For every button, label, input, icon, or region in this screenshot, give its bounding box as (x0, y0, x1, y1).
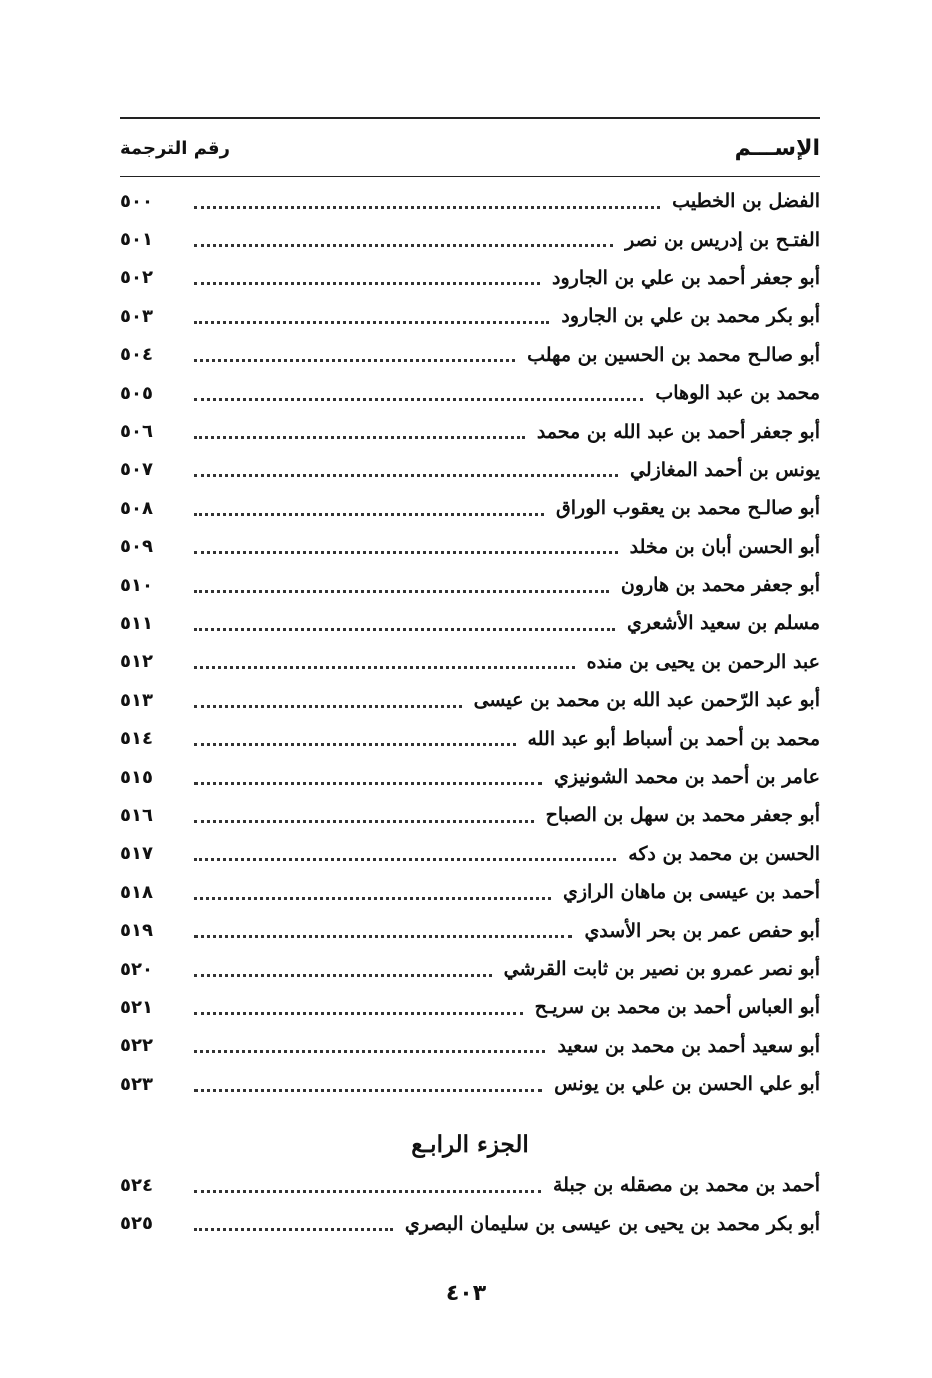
dot-leader (194, 858, 616, 861)
entry-number: ٥٢٠ (120, 958, 153, 980)
entry-name: أبو جعفر أحمد بن علي بن الجارود (552, 266, 820, 289)
index-entry-row (120, 566, 820, 604)
entry-name: أبو صالـح محمد بن الحسين بن مهلب (527, 343, 820, 366)
dot-leader (194, 206, 660, 209)
entry-number: ٥٢٥ (120, 1213, 153, 1235)
entry-number: ٥١١ (120, 612, 153, 634)
index-entry-row (120, 412, 820, 450)
dot-leader (194, 820, 534, 823)
table-header (120, 128, 820, 168)
entry-name: محمد بن عبد الوهاب (655, 382, 820, 405)
dot-leader (194, 782, 542, 785)
entry-name: أبو الحسن أبان بن مخلد (629, 535, 820, 558)
dot-leader (194, 590, 609, 593)
dot-leader (194, 1190, 541, 1193)
index-entry-row (120, 796, 820, 834)
entry-number: ٥٠٢ (120, 267, 153, 289)
entry-name: يونس بن أحمد المغازلي (630, 458, 820, 481)
entry-name: أبو سعيد أحمد بن محمد بن سعيد (557, 1034, 820, 1057)
dot-leader (194, 935, 572, 938)
entry-name: أبو عبد الرّحمن عبد الله بن محمد بن عيسى (473, 689, 820, 712)
dot-leader (194, 743, 516, 746)
index-entry-row (120, 297, 820, 335)
entry-name: أبو جعفر محمد بن هارون (620, 574, 820, 597)
entry-number: ٥٠٤ (120, 344, 153, 366)
entry-name: أبو صالـح محمد بن يعقوب الوراق (556, 497, 820, 520)
entry-name: الفتـح بن إدريس بن نصر (625, 228, 820, 251)
entry-number: ٥٠٦ (120, 421, 153, 443)
dot-leader (194, 282, 540, 285)
index-entry-row (120, 489, 820, 527)
entry-number: ٥١٨ (120, 881, 153, 903)
entry-number: ٥١٢ (120, 651, 153, 673)
index-entry-row (120, 758, 820, 796)
index-entry-row (120, 451, 820, 489)
entry-name: أبو نصر عمرو بن نصير بن ثابت القرشي (503, 958, 820, 980)
index-entry-row (120, 1027, 820, 1065)
entries-list (120, 182, 820, 1103)
dot-leader (194, 897, 551, 900)
number-column-heading: رقم الترجمة (120, 137, 230, 159)
index-entry-row (120, 988, 820, 1026)
index-entry-row (120, 259, 820, 297)
dot-leader (194, 1228, 393, 1231)
entry-name: أبو جعفر محمد بن سهل بن الصباح (545, 804, 820, 827)
index-entry-row (120, 950, 820, 988)
entry-number: ٥٠٨ (120, 497, 153, 519)
dot-leader (194, 1050, 545, 1053)
entry-name: أبو علي الحسن بن علي بن يونس (554, 1073, 820, 1096)
entry-number: ٥١٩ (120, 920, 153, 942)
dot-leader (194, 974, 492, 977)
index-entry-row (120, 911, 820, 949)
entry-number: ٥٢٣ (120, 1073, 153, 1095)
index-entry-row (120, 1065, 820, 1103)
dot-leader (194, 551, 618, 554)
dot-leader (194, 705, 462, 708)
section-entries-list (120, 1166, 820, 1243)
dot-leader (194, 474, 618, 477)
entry-number: ٥١٠ (120, 574, 153, 596)
entry-number: ٥١٦ (120, 804, 153, 826)
entry-name: أحمد بن محمد بن مصقله بن جبلة (552, 1174, 820, 1197)
entry-number: ٥١٧ (120, 843, 153, 865)
entry-name: أحمد بن عيسى بن ماهان الرازي (562, 881, 820, 904)
dot-leader (194, 436, 525, 439)
entry-number: ٥٠٩ (120, 536, 153, 558)
entry-number: ٥٠٠ (120, 190, 153, 212)
entry-number: ٥٢١ (120, 996, 153, 1018)
dot-leader (194, 1089, 542, 1092)
entry-number: ٥٠١ (120, 229, 153, 251)
index-entry-row (120, 220, 820, 258)
header-top-rule (120, 117, 820, 119)
entry-name: الحسن بن محمد بن دكه (628, 842, 820, 865)
entry-number: ٥٠٣ (120, 305, 153, 327)
entry-number: ٥٢٢ (120, 1035, 153, 1057)
entry-name: مسلم بن سعيد الأشعري (626, 612, 820, 635)
dot-leader (194, 359, 515, 362)
index-entry-row (120, 1166, 820, 1204)
dot-leader (194, 321, 549, 324)
entry-name: عامر بن أحمد بن محمد الشونيزي (554, 766, 820, 789)
index-entry-row (120, 1204, 820, 1242)
page-number: ٤٠٣ (445, 1281, 487, 1306)
index-entry-row (120, 182, 820, 220)
index-entry-row (120, 336, 820, 374)
entry-name: محمد بن أحمد بن أسباط أبو عبد الله (527, 727, 820, 750)
entry-number: ٥١٤ (120, 728, 153, 750)
index-entry-row (120, 681, 820, 719)
dot-leader (194, 1012, 523, 1015)
dot-leader (194, 666, 575, 669)
header-bottom-rule (120, 176, 820, 177)
index-entry-row (120, 719, 820, 757)
index-entry-row (120, 835, 820, 873)
dot-leader (194, 513, 544, 516)
dot-leader (194, 398, 643, 401)
name-column-heading: الإســـم (734, 135, 820, 161)
index-entry-row (120, 604, 820, 642)
entry-number: ٥١٥ (120, 766, 153, 788)
entry-number: ٥١٣ (120, 689, 153, 711)
entry-name: عبد الرحمن بن يحيى بن منده (586, 650, 820, 673)
index-entry-row (120, 643, 820, 681)
entry-number: ٥٢٤ (120, 1174, 153, 1196)
entry-number: ٥٠٥ (120, 382, 153, 404)
section-title: الجزء الرابـع (411, 1131, 529, 1158)
entry-name: أبو بكر محمد بن علي بن الجارود (561, 305, 820, 328)
entry-name: أبو جعفر أحمد بن عبد الله بن محمد (536, 420, 820, 443)
entry-number: ٥٠٧ (120, 459, 153, 481)
entry-name: الفضل بن الخطيب (672, 190, 820, 213)
entry-name: أبو حفص عمر بن بحر الأسدي (584, 919, 820, 942)
dot-leader (194, 628, 615, 631)
index-entry-row (120, 374, 820, 412)
index-entry-row (120, 873, 820, 911)
index-entry-row (120, 528, 820, 566)
entry-name: أبو بكر محمد بن يحيى بن عيسى بن سليمان البصري (404, 1212, 820, 1235)
dot-leader (194, 244, 613, 247)
entry-name: أبو العباس أحمد بن محمد بن سريـح (534, 996, 820, 1019)
